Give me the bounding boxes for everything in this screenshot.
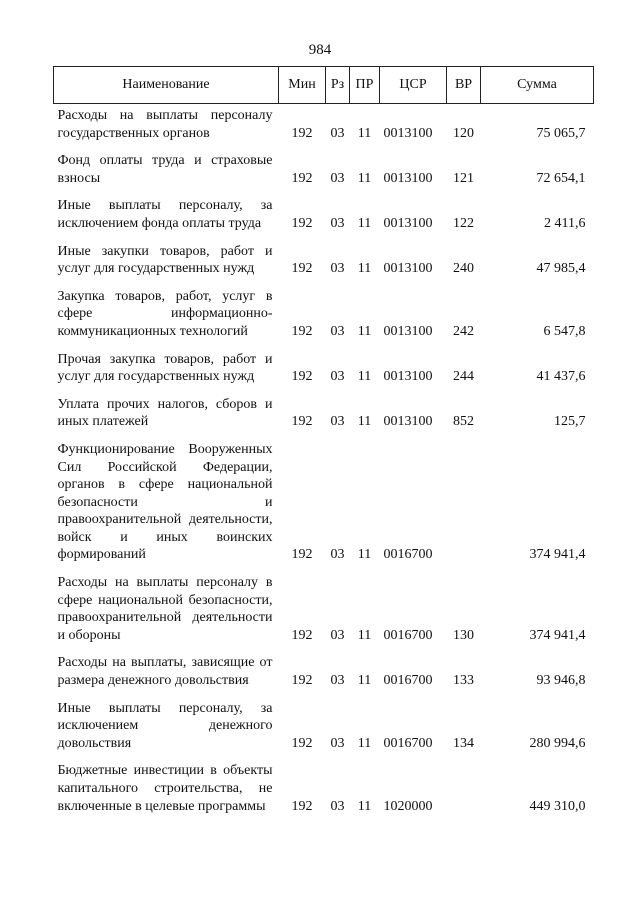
row-min: 192 [291, 547, 313, 563]
table-row [54, 243, 594, 288]
header-min: Мин [279, 67, 326, 104]
row-csr: 0016700 [383, 627, 433, 643]
row-pr: 11 [357, 798, 372, 814]
row-min: 192 [291, 673, 313, 689]
row-pr: 11 [357, 369, 372, 385]
row-pr: 11 [357, 125, 372, 141]
row-sum: 41 437,6 [536, 369, 586, 385]
row-name: Расходы на выплаты персоналу в сфере национальной безопасности, правоохранительной деятельности и обороны [57, 575, 273, 643]
table-row [54, 762, 594, 825]
row-sum: 374 941,4 [529, 627, 586, 643]
row-min: 192 [291, 261, 313, 277]
row-rz: 03 [330, 369, 345, 385]
row-vr: 134 [453, 735, 474, 751]
row-sum: 280 994,6 [529, 735, 586, 751]
row-pr: 11 [357, 547, 372, 563]
row-name: Иные выплаты персоналу, за исключением денежного довольствия [57, 700, 273, 751]
row-min: 192 [291, 627, 313, 643]
row-min: 192 [291, 323, 313, 339]
row-csr: 0013100 [383, 414, 433, 430]
row-min: 192 [291, 215, 313, 231]
row-sum: 374 941,4 [529, 547, 586, 563]
row-csr: 0016700 [383, 735, 433, 751]
row-name: Расходы на выплаты персоналу государственных органов [57, 108, 273, 141]
row-vr [447, 441, 481, 574]
row-min: 192 [291, 414, 313, 430]
row-csr: 1020000 [383, 798, 433, 814]
row-rz: 03 [330, 414, 345, 430]
row-sum: 449 310,0 [529, 798, 586, 814]
table-row [54, 654, 594, 699]
row-vr: 852 [453, 414, 474, 430]
row-min: 192 [291, 125, 313, 141]
row-csr: 0016700 [383, 547, 433, 563]
row-rz: 03 [330, 798, 345, 814]
row-pr: 11 [357, 627, 372, 643]
row-pr: 11 [357, 170, 372, 186]
row-rz: 03 [330, 125, 345, 141]
row-vr: 244 [453, 369, 474, 385]
row-name: Закупка товаров, работ, услуг в сфере информационно-коммуникационных технологий [57, 288, 273, 339]
row-pr: 11 [357, 414, 372, 430]
row-vr: 242 [453, 323, 474, 339]
row-rz: 03 [330, 673, 345, 689]
header-rz: Рз [326, 67, 350, 104]
table-header [54, 67, 594, 104]
table-row [54, 152, 594, 197]
budget-table [53, 66, 594, 825]
row-name: Прочая закупка товаров, работ и услуг для государственных нужд [57, 351, 273, 385]
row-min: 192 [291, 798, 313, 814]
row-sum: 75 065,7 [536, 125, 586, 141]
row-csr: 0013100 [383, 125, 433, 141]
row-csr: 0013100 [383, 261, 433, 277]
row-vr: 120 [453, 125, 474, 141]
row-sum: 125,7 [554, 414, 586, 430]
header-row [54, 67, 594, 104]
table-row [54, 104, 594, 153]
table-row [54, 288, 594, 351]
header-csr: ЦСР [380, 67, 447, 104]
header-vr: ВР [447, 67, 481, 104]
row-pr: 11 [357, 735, 372, 751]
row-vr: 121 [453, 170, 474, 186]
row-pr: 11 [357, 323, 372, 339]
row-min: 192 [291, 170, 313, 186]
header-sum: Сумма [481, 67, 594, 104]
row-vr: 130 [453, 627, 474, 643]
row-csr: 0013100 [383, 323, 433, 339]
table-row [54, 396, 594, 441]
row-name: Бюджетные инвестиции в объекты капитального строительства, не включенные в целевые программы [57, 763, 273, 814]
table-row [54, 700, 594, 763]
row-name: Фонд оплаты труда и страховые взносы [57, 153, 273, 186]
row-rz: 03 [330, 627, 345, 643]
row-vr [447, 762, 481, 825]
row-sum: 2 411,6 [544, 215, 586, 231]
row-min: 192 [291, 735, 313, 751]
table-row [54, 351, 594, 396]
row-csr: 0013100 [383, 369, 433, 385]
table-row [54, 574, 594, 654]
row-pr: 11 [357, 261, 372, 277]
row-vr: 122 [453, 215, 474, 231]
header-name: Наименование [54, 67, 279, 104]
row-name: Иные выплаты персоналу, за исключением фонда оплаты труда [57, 198, 273, 231]
row-rz: 03 [330, 215, 345, 231]
table-body [54, 104, 594, 826]
row-rz: 03 [330, 735, 345, 751]
row-pr: 11 [357, 673, 372, 689]
row-name: Иные закупки товаров, работ и услуг для государственных нужд [57, 243, 273, 277]
row-name: Функционирование Вооруженных Сил Российской Федерации, органов в сфере национальной безопасности и правоохранительной деятельности, войск и иных воинских формирований [57, 441, 273, 563]
header-pr: ПР [350, 67, 380, 104]
row-min: 192 [291, 369, 313, 385]
row-csr: 0013100 [383, 170, 433, 186]
row-vr: 240 [453, 261, 474, 277]
row-rz: 03 [330, 323, 345, 339]
row-sum: 47 985,4 [536, 261, 586, 277]
row-name: Уплата прочих налогов, сборов и иных платежей [57, 396, 273, 430]
row-csr: 0013100 [383, 215, 433, 231]
row-name: Расходы на выплаты, зависящие от размера денежного довольствия [57, 655, 273, 689]
row-sum: 93 946,8 [536, 673, 586, 689]
row-rz: 03 [330, 261, 345, 277]
table-row [54, 441, 594, 574]
table-row [54, 197, 594, 242]
row-pr: 11 [357, 215, 372, 231]
page-number: 984 [308, 42, 332, 58]
row-sum: 72 654,1 [536, 170, 586, 186]
row-sum: 6 547,8 [543, 323, 586, 339]
row-rz: 03 [330, 547, 345, 563]
row-csr: 0016700 [383, 673, 433, 689]
row-vr: 133 [453, 673, 474, 689]
row-rz: 03 [330, 170, 345, 186]
